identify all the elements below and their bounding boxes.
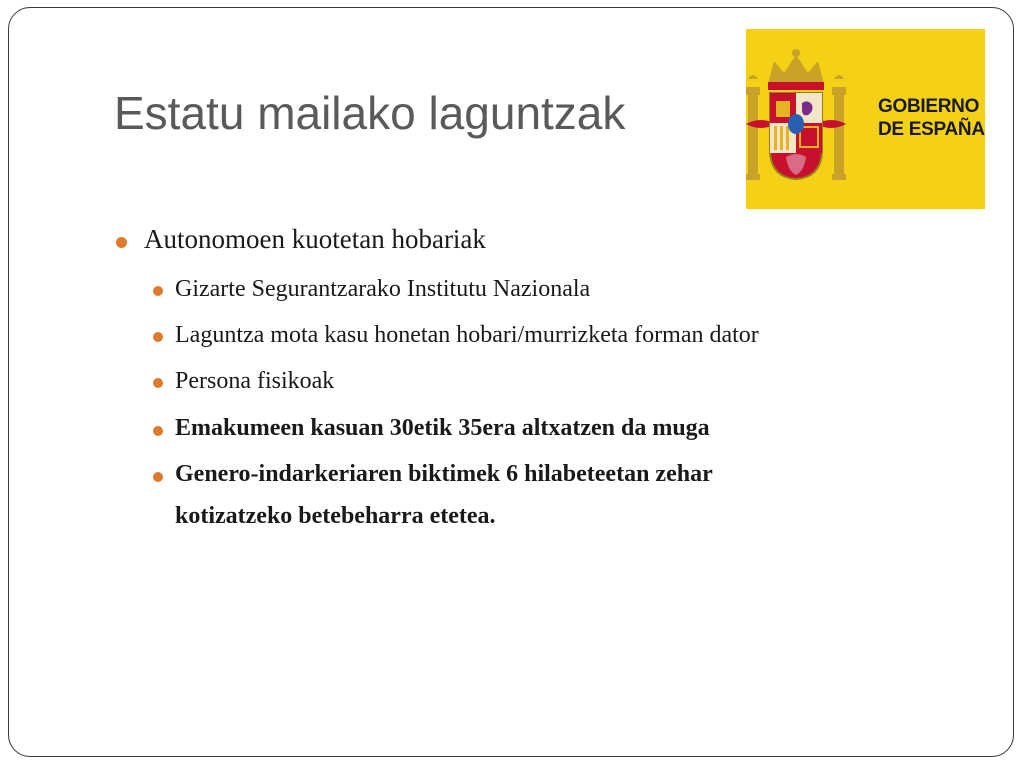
bullet-item: Laguntza mota kasu honetan hobari/murrizketa forman dator xyxy=(175,322,759,348)
gobierno-de-espana-logo xyxy=(746,29,985,209)
bullet-dot xyxy=(116,237,127,248)
bullet-dot xyxy=(153,378,163,388)
bullet-item: Autonomoen kuotetan hobariak xyxy=(144,224,486,254)
bullet-dot xyxy=(153,286,163,296)
logo-text-de-espana: DE ESPAÑA xyxy=(878,119,985,140)
bullet-item: Emakumeen kasuan 30etik 35era altxatzen da muga xyxy=(175,415,710,441)
bullet-dot xyxy=(153,332,163,342)
bullet-dot xyxy=(153,472,163,482)
bullet-item: Gizarte Segurantzarako Institutu Nazionala xyxy=(175,276,591,302)
slide-title: Estatu mailako laguntzak xyxy=(114,87,626,139)
bullet-item-line2: kotizatzeko betebeharra etetea. xyxy=(175,503,496,529)
logo-text-gobierno: GOBIERNO xyxy=(878,96,980,117)
bullet-dot xyxy=(153,426,163,436)
bullet-item: Persona fisikoak xyxy=(175,368,335,394)
bullet-item-line1: Genero-indarkeriaren biktimek 6 hilabeteetan zehar xyxy=(175,461,713,487)
